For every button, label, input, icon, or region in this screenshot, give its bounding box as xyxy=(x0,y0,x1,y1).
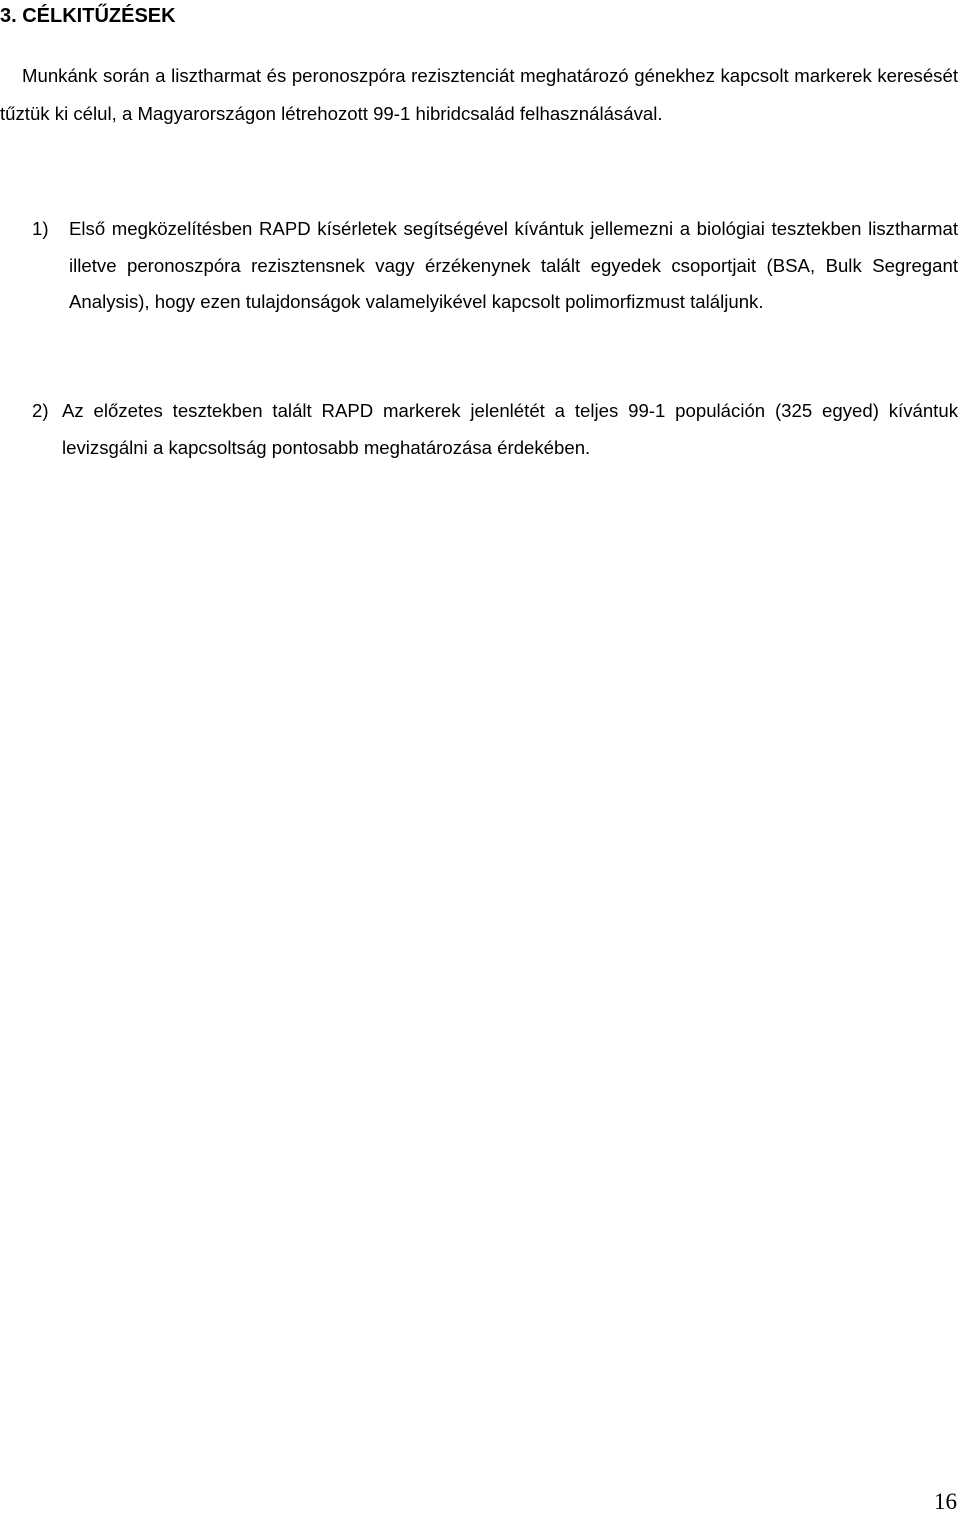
list-item-text: Az előzetes tesztekben talált RAPD markerek jelenlétét a teljes 99-1 populáción (325 egyed) kívántuk levizsgálni a kapcsoltság pontosabb meghatározása érdekében. xyxy=(62,400,958,458)
list-item-text: Első megközelítésben RAPD kísérletek segítségével kívántuk jellemezni a biológiai tesztekben lisztharmat illetve peronoszpóra rezisztensnek vagy érzékenynek talált egyedek csoportjait (BSA, Bulk Segregant Analysis), hogy ezen tulajdonságok valamelyikével kapcsolt polimorfizmust találjunk. xyxy=(69,218,958,312)
list-item xyxy=(32,393,958,466)
intro-paragraph: Munkánk során a lisztharmat és peronoszpóra rezisztenciát meghatározó génekhez kapcsolt markerek keresését tűztük ki célul, a Magyarországon létrehozott 99-1 hibridcsalád felhasználásával. xyxy=(0,65,958,124)
list-item xyxy=(32,211,958,321)
section-heading: 3. CÉLKITŰZÉSEK xyxy=(0,5,176,27)
list-item-number: 1) xyxy=(32,218,49,239)
list-item-number: 2) xyxy=(32,400,49,421)
page-number: 16 xyxy=(934,1489,957,1514)
